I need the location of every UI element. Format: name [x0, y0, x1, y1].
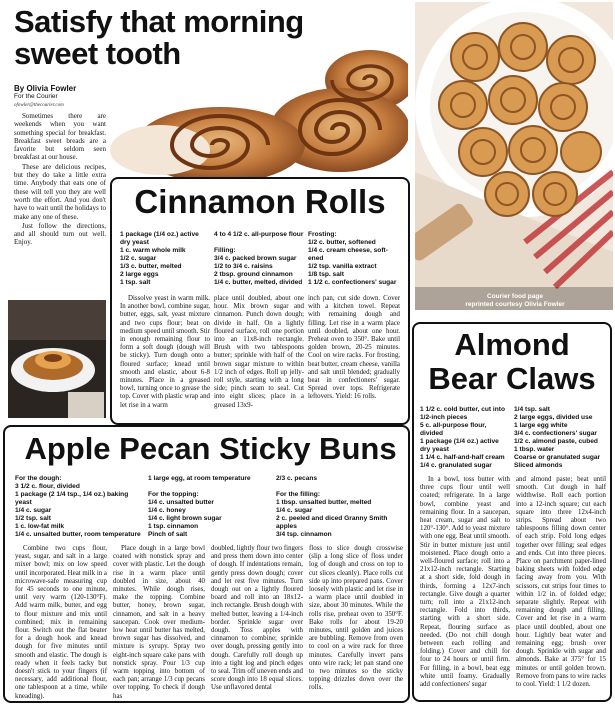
ingredient: 2 large eggs, divided use	[514, 414, 593, 421]
ingredient: 1 1/2 c. confectioners' sugar	[308, 279, 397, 286]
ingredient-heading: For the topping:	[148, 491, 199, 498]
apple-ingredients-col-1	[15, 475, 145, 539]
ingredient: 1 tbsp. unsalted butter, melted	[276, 499, 372, 506]
recipe-text: doubled, lightly flour two fingers and press them down into center of dough. If indentations remain, gently press down dough; cover and let rest five minutes. Turn dough out on a lightly floured board and roll into an 18x12-inch rectangle. Brush dough with melted butter, leaving a 1/4-inch border. Sprinkle sugar over dough. Toss apples with cinnamon to combine; sprinkle over dough, pressing gently into dough. Carefully roll dough up into a tight log and pinch edges to seal. Trim off uneven ends and score dough into 18 equal slices. Use unflavored dental	[211, 545, 303, 692]
bear-claws-photo	[415, 2, 613, 310]
cinnamon-text-col-2	[214, 295, 304, 410]
ingredient: 1/4 c. cream cheese, soft-	[308, 247, 388, 254]
cinnamon-ingredients-col-2	[214, 231, 314, 287]
ingredient: 1 package (1/4 oz.) active	[420, 438, 499, 445]
ingredient: 1 large egg white	[514, 422, 568, 429]
ingredient: dry yeast	[420, 446, 449, 453]
ingredient: ened	[308, 255, 324, 262]
ingredient: 1 large egg, at room temperature	[148, 475, 251, 482]
ingredient: 1/2 tsp. vanilla extract	[308, 263, 377, 270]
intro-paragraph: These are delicious recipes, but they do take a little extra time. Anybody that eats one of these will tell you they are well worth the effort. And you don't have to wait until the holidays to make any one of these.	[14, 162, 106, 221]
ingredient-heading: For the dough:	[15, 475, 62, 482]
ingredient: 1/2 tsp. salt	[15, 515, 51, 522]
ingredient: 1 tsp. cinnamon	[148, 523, 199, 530]
ingredient: Coarse or granulated sugar	[514, 454, 601, 461]
ingredient: Sliced almonds	[514, 462, 563, 469]
ingredient: 1/4 c. honey	[148, 507, 186, 514]
ingredient: 1 1/2 c. cold butter, cut into	[420, 406, 506, 413]
ingredient: 1/4 c. butter, melted, divided	[214, 279, 303, 286]
cinnamon-text-col-3	[308, 295, 400, 402]
ingredient	[214, 239, 314, 247]
cinnamon-rolls-title: Cinnamon Rolls	[134, 183, 386, 220]
ingredient: divided	[420, 430, 444, 437]
apple-text-col-2	[113, 545, 205, 701]
apple-title: Apple Pecan Sticky Buns	[24, 431, 397, 466]
apple-text-col-3	[211, 545, 303, 693]
ingredient: 2 large eggs	[120, 271, 159, 278]
byline-affiliation: For the Courier	[14, 93, 58, 100]
cinnamon-rolls-box	[110, 177, 410, 425]
ingredient	[276, 483, 408, 491]
recipe-text: Combine two cups flour, yeast, sugar, and salt in a large mixer bowl; mix on low speed until incorporated. Heat milk in a microwave-safe measuring cup for 45 seconds to one minute, until very warm (120-130°F). Add warm milk, butter, and egg to flour mixture and mix until combined; mix in remaining flour. Switch out the flat beater for a dough hook and knead dough for five minutes until smooth and elastic. The dough is ready when it feels tacky but doesn't stick to your fingers (if necessary, add additional flour, one tablespoon at a time, while kneading).	[15, 545, 107, 700]
ingredient: 1/2-inch pieces	[420, 414, 468, 421]
ingredient: 1/4 c. granulated sugar	[420, 462, 492, 469]
ingredient: Pinch of salt	[148, 531, 188, 538]
almond-title	[414, 328, 610, 396]
ingredient: 1 c. low-fat milk	[15, 523, 65, 530]
ingredient: 1/2 c. almond paste, cubed	[514, 438, 598, 445]
intro-paragraph: Sometimes there are weekends when you want something special for breakfast. Breakfast sweet breads are a favorite but seldom seen breakfast at our house.	[14, 112, 106, 162]
ingredient: 1 c. warm whole milk	[120, 247, 186, 254]
headline-line-1: Satisfy that morning	[14, 4, 304, 39]
cinnamon-text-col-1	[120, 295, 210, 410]
ingredient: 1 tbsp. water	[514, 446, 555, 453]
recipe-text: inch pan, cut side down. Cover with a kitchen towel. Repeat with remaining dough and filling. Let rise in a warm place until doubled, about one hour. Preheat oven to 350°. Bake until golden brown, 20-25 minutes. Cool on wire racks. For frosting, beat butter, cream cheese, vanilla and salt until blended; gradually beat in confectioners' sugar. Spread over tops. Refrigerate leftovers. Yield: 16 rolls.	[308, 295, 400, 401]
ingredient: 2 c. peeled and diced Granny Smith	[276, 515, 388, 522]
ingredient: 1/4 c. unsalted butter, room temperature	[15, 531, 141, 538]
ingredient: 1/8 tsp. salt	[308, 271, 344, 278]
recipe-text: Dissolve yeast in warm milk. In another bowl, combine sugar, butter, eggs, salt, yeast mixture and two cups flour; beat on medium speed until smooth. Stir in enough remaining flour to form a soft dough (dough will be sticky). Turn dough onto a floured surface; knead until smooth and elastic, about 6-8 minutes. Place in a greased bowl, turning once to grease the top. Cover with plastic wrap and let rise in a warm	[120, 295, 210, 409]
ingredient: 1/2 c. butter, softened	[308, 239, 376, 246]
ingredient: 3/4 tsp. cinnamon	[276, 531, 332, 538]
almond-text-col-2	[516, 476, 606, 689]
intro-text	[14, 112, 106, 248]
ingredient: 1/4 c. sugar	[276, 507, 313, 514]
recipe-text: In a bowl, toss butter with three cups flour until well coated; refrigerate. In a large bowl, combine yeast and remaining flour. In a saucepan, heat cream, sugar and salt to 120°-130°. Add to yeast mixture with one egg. Beat until smooth. Stir in butter mixture just until moistened. Place dough onto a well-floured surface; roll into a 21x12-inch rectangle. Starting at a short side, fold dough in thirds, forming a 12x7-inch rectangle. Give dough a quarter turn; roll into a 21x12-inch rectangle. Fold into thirds, starting with a short side. Repeat, flouring surface as needed. (Do not chill dough between each rolling and folding.) Cover and chill for four to 24 hours or until firm. For filling, in a bowl, beat egg white until foamy. Gradually add confectioners' sugar	[420, 476, 510, 689]
ingredient: 1/4 c. sugar	[15, 507, 52, 514]
recipe-text: place until doubled, about one hour. Mix brown sugar and cinnamon. Punch down dough; divide in half. On a lightly floured surface, roll one portion into an 11x8-inch rectangle. Brush with two tablespoons butter; sprinkle with half of the brown sugar mixture to within 1/2 inch of edges. Roll up jelly-roll style, starting with a long side; pinch seam to seal. Cut into eight slices; place in a greased 13x9-	[214, 295, 304, 409]
byline-email: ofowler@thecourier.com	[14, 103, 64, 108]
almond-text-col-1	[420, 476, 510, 689]
bear-claws-illustration	[415, 2, 613, 310]
ingredient: 1 tsp. salt	[120, 279, 151, 286]
apple-text-col-4	[309, 545, 403, 693]
ingredient-heading: For the filling:	[276, 491, 320, 498]
photo-caption-line-2: reprinted courtesy Olivia Fowler	[465, 301, 565, 308]
apple-pecan-sticky-buns-box	[3, 425, 410, 703]
ingredient: apples	[276, 523, 297, 530]
apple-ingredients-col-3	[276, 475, 408, 539]
almond-ingredients-col-2	[514, 406, 610, 470]
ingredient: 1/4 c. light brown sugar	[148, 515, 222, 522]
ingredient: 2/3 c. pecans	[276, 475, 318, 482]
ingredient-heading: Filling:	[214, 247, 236, 254]
ingredient: 1 package (1/4 oz.) active	[120, 231, 199, 238]
ingredient	[148, 483, 276, 491]
byline-author: By Olivia Fowler	[14, 84, 77, 93]
ingredient: 2 tbsp. ground cinnamon	[214, 271, 293, 278]
recipe-text: floss to slice dough crosswise (slip a long slice of floss under log of dough and cross on top to cut slices cleanly). Place rolls cut side up into prepared pans. Cover loosely with plastic and let rise in a warm place until doubled in size, about 30 minutes. While the rolls rise, preheat oven to 350°F. Bake rolls for about 19-20 minutes, until golden and juices are bubbling. Remove from oven to cool on a wire rack for three minutes. Carefully invert pans onto wire rack; let pan stand one to two minutes so the sticky topping drizzles down over the rolls.	[309, 545, 403, 692]
ingredient: 5 c. all-purpose flour,	[420, 422, 487, 429]
ingredient: 1/4 c. unsalted butter	[148, 499, 214, 506]
headline-line-2: sweet tooth	[14, 36, 181, 71]
recipe-text: Place dough in a large bowl coated with nonstick spray and cover with plastic. Let the dough rise in a warm place until doubled in size, about 40 minutes. While dough rises, make the topping. Combine butter, honey, brown sugar, cinnamon, and salt in a heavy saucepan. Cook over medium-low heat until butter has melted, brown sugar has dissolved, and mixture is syrupy. Spray two eight-inch square cake pans with nonstick spray. Pour 1/3 cup warm topping into bottom of each pan; arrange 1/3 cup pecans over topping. To check if dough has	[113, 545, 205, 700]
ingredient: 3/4 c. packed brown sugar	[214, 255, 297, 262]
cinnamon-ingredients-col-3	[308, 231, 408, 287]
almond-bear-claws-box	[412, 322, 612, 702]
almond-title-line-2: Bear Claws	[428, 361, 596, 396]
sticky-buns-photo	[8, 300, 106, 418]
ingredient: 3/4 c. confectioners' sugar	[514, 430, 597, 437]
almond-ingredients-col-1	[420, 406, 516, 470]
cinnamon-ingredients-col-1	[120, 231, 220, 287]
ingredient: 1/2 to 3/4 c. raisins	[214, 263, 273, 270]
ingredient: 4 to 4 1/2 c. all-purpose flour	[214, 231, 304, 238]
photo-caption-line-1: Courier food page	[487, 293, 543, 300]
apple-ingredients-col-2	[148, 475, 276, 539]
apple-text-col-1	[15, 545, 107, 701]
ingredient: yeast	[15, 499, 32, 506]
ingredient: 1/3 c. butter, melted	[120, 263, 182, 270]
cinnamon-rolls-photo	[100, 20, 408, 180]
ingredient: 3 1/2 c. flour, divided	[15, 483, 80, 490]
ingredient-heading: Frosting:	[308, 231, 337, 238]
photo-caption	[420, 293, 610, 309]
ingredient: 1 1/4 c. half-and-half cream	[420, 454, 505, 461]
intro-paragraph: Just follow the directions, and all should turn out well. Enjoy.	[14, 221, 106, 247]
ingredient: dry yeast	[120, 239, 149, 246]
almond-title-line-1: Almond	[454, 327, 570, 362]
ingredient: 1/2 c. sugar	[120, 255, 157, 262]
ingredient: 1 package (2 1/4 tsp., 1/4 oz.) baking	[15, 491, 129, 498]
sticky-buns-illustration	[8, 300, 106, 418]
recipe-text: and almond paste; beat until smooth. Cut dough in half widthwise. Roll each portion into a 12-inch square; cut each square into three 12x4-inch strips. Spread about two tablespoons filling down center of each strip. Fold long edges together over filling; seal edges and ends. Cut into three pieces. Place on parchment paper-lined baking sheets with folded edge facing away from you. With scissors, cut strips four times to within 1/2 in. of folded edge; separate slightly. Repeat with remaining dough and filling. Cover and let rise in a warm place until doubled, about one hour. Lightly beat water and remaining egg; brush over dough. Sprinkle with sugar and almonds. Bake at 375° for 15 minutes or until golden brown. Remove from pans to wire racks to cool. Yield: 1 1/2 dozen.	[516, 476, 606, 689]
ingredient: 1/4 tsp. salt	[514, 406, 550, 413]
